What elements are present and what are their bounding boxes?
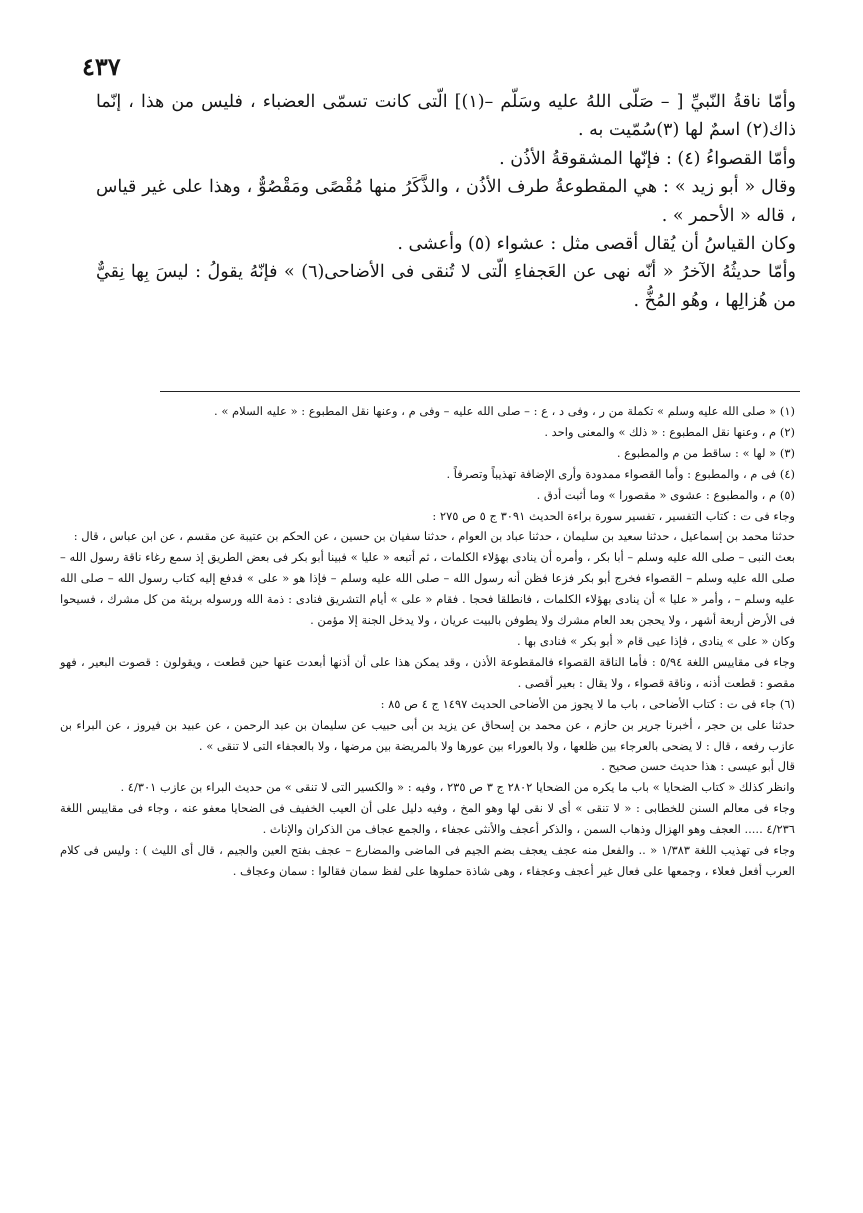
footnote: (٤) فى م ، والمطبوع : وأما القصواء ممدودة وأرى الإضافة تهذيباً وتصرفاً . <box>446 466 795 481</box>
paragraph-qaswa: وأمّا القصواءُ (٤) : فإنّها المشقوقةُ الأذُن . <box>499 148 796 169</box>
paragraph-qiyas: وكان القياسُ أن يُقال أقصى مثل : عشواء (٥) وأعشى . <box>397 234 796 255</box>
footnote: بعث النبى – صلى الله عليه وسلم – أبا بكر ، وأمره أن ينادى بهؤلاء الكلمات ، ثم أتبعه « عليا » فبينا أبو بكر فى بعض الطريق إذ سمع رغاء ناقة رسول الله – صلى الله عليه وسلم – القصواء فخرج أبو بكر فزعا فظن أنه رسول الله – صلى الله عليه وسلم – فإذا هو « على » فدفع إليه كتاب رسول الله – صلى الله عليه وسلم – ، وأمر « عليا » أن ينادى بهؤلاء الكلمات ، فانطلقا فحجا . فقام « على » أيام التشريق فنادى : ذمة الله ورسوله بريئة من كل مشرك ، فسيحوا فى الأرض أربعة أشهر ، ولا يحجن بعد العام مشرك ولا يطوفن بالبيت عريان ، ولا يدخل الجنة إلا مؤمن . <box>60 550 795 628</box>
footnote: وجاء فى مقاييس اللغة ٥/٩٤ : فأما الناقة القصواء فالمقطوعة الأذن ، وقد يمكن هذا على أن أذنها أبعدت عنها حين قطعت ، ويقولون : قصوت البعير ، فهو مقصو : قطعت أذنه ، وناقة قصواء ، ولا يقال : بعير أقصى . <box>60 654 796 690</box>
paragraph-ajfa-hadith: وأمّا حديثُهُ الآخرُ « أنّه نهى عن العَجفاءِ الّتى لا تُنقى فى الأضاحى(٦) » فإنّهُ يقولُ : ليسَ بِها نِقيٌّ من هُزالِها ، وهُو المُخُّ . <box>96 262 796 311</box>
footnote: (١) « صلى الله عليه وسلم » تكملة من ر ، وفى د ، ع : – صلى الله عليه – وفى م ، وعنها نقل المطبوع : « عليه السلام » . <box>214 404 795 418</box>
footnote: (٦) جاء فى ت : كتاب الأضاحى ، باب ما لا يجوز من الأضاحى الحديث ١٤٩٧ ج ٤ ص ٨٥ : <box>380 696 795 711</box>
footnotes-block <box>60 401 795 882</box>
footnote-divider <box>160 391 800 392</box>
footnote: وجاء فى تهذيب اللغة ١/٣٨٣ « .. والفعل منه عجف يعجف بضم الجيم فى الماضى والمضارع – عجف بفتح العين والجيم ، قال أى الليث ) : وليس فى كلام العرب أفعل فعلاء ، وجمعها على فعال غير أعجف وعجفاء ، وهى شاذة حملوها على لفظ سمان فقالوا : سمان وعجاف . <box>60 843 795 878</box>
footnote: وجاء فى ت : كتاب التفسير ، تفسير سورة براءة الحديث ٣٠٩١ ج ٥ ص ٢٧٥ : <box>432 508 795 523</box>
paragraph-camel-adba: وأمّا ناقةُ النّبيِّ [ – صَلّى اللهُ عليه وسَلّم –(١)] الّتى كانت تسمّى العضباء ، فليس من هذا ، إنّما ذاك(٢) اسمٌ لها (٣)سُمّيت به . <box>96 92 796 141</box>
footnote: (٢) م ، وعنها نقل المطبوع : « ذلك » والمعنى واحد . <box>544 424 795 439</box>
footnote: قال أبو عيسى : هذا حديث حسن صحيح . <box>601 759 795 774</box>
footnote: حدثنا محمد بن إسماعيل ، حدثنا سعيد بن سليمان ، حدثنا عباد بن العوام ، حدثنا سفيان بن حسين ، عن الحكم بن عتيبة عن مقسم ، عن ابن عباس ، قال : <box>73 529 795 544</box>
paragraph-abu-zayd: وقال « أبو زيد » : هي المقطوعةُ طرف الأذُن ، والذَّكَرُ منها مُقْصًى ومَقْصُوٌّ ، وهذا على غير قياس ، قاله « الأحمر » . <box>96 177 796 226</box>
footnote: وجاء فى معالم السنن للخطابى : « لا تنقى » أى لا نقى لها وهو المخ ، وفيه دليل على أن العيب الخفيف فى الضحايا معفو عنه ، وجاء فى مقاييس اللغة ٤/٢٣٦ ..... العجف وهو الهزال وذهاب السمن ، والذكر أعجف والأنثى عجفاء ، والجمع عجاف من الذكران والإناث . <box>60 801 795 837</box>
footnote: (٣) « لها » : ساقط من م والمطبوع . <box>616 445 795 460</box>
footnote: (٥) م ، والمطبوع : عشوى « مقصورا » وما أثبت أدق . <box>536 487 795 502</box>
footnote: وكان « على » ينادى ، فإذا عيى قام « أبو بكر » فنادى بها . <box>516 633 795 648</box>
footnote: وانظر كذلك « كتاب الضحايا » باب ما يكره من الضحايا ٢٨٠٢ ج ٣ ص ٢٣٥ ، وفيه : « والكسير التى لا تنقى » من حديث البراء بن عازب ٤/٣٠١ . <box>120 780 795 795</box>
footnote: حدثنا على بن حجر ، أخبرنا جرير بن حازم ، عن محمد بن إسحاق عن يزيد بن أبى حبيب عن سليمان بن عبد الرحمن ، عن عبيد بن فيروز ، عن البراء بن عازب رفعه ، قال : لا يضحى بالعرجاء بين ظلعها ، ولا بالعوراء بين عورها ولا بالمريضة بين مرضها ، ولا بالعجفاء التى لا تنقى » . <box>60 717 795 753</box>
page-number: ٤٣٧ <box>82 52 121 81</box>
main-text-block <box>96 88 796 315</box>
